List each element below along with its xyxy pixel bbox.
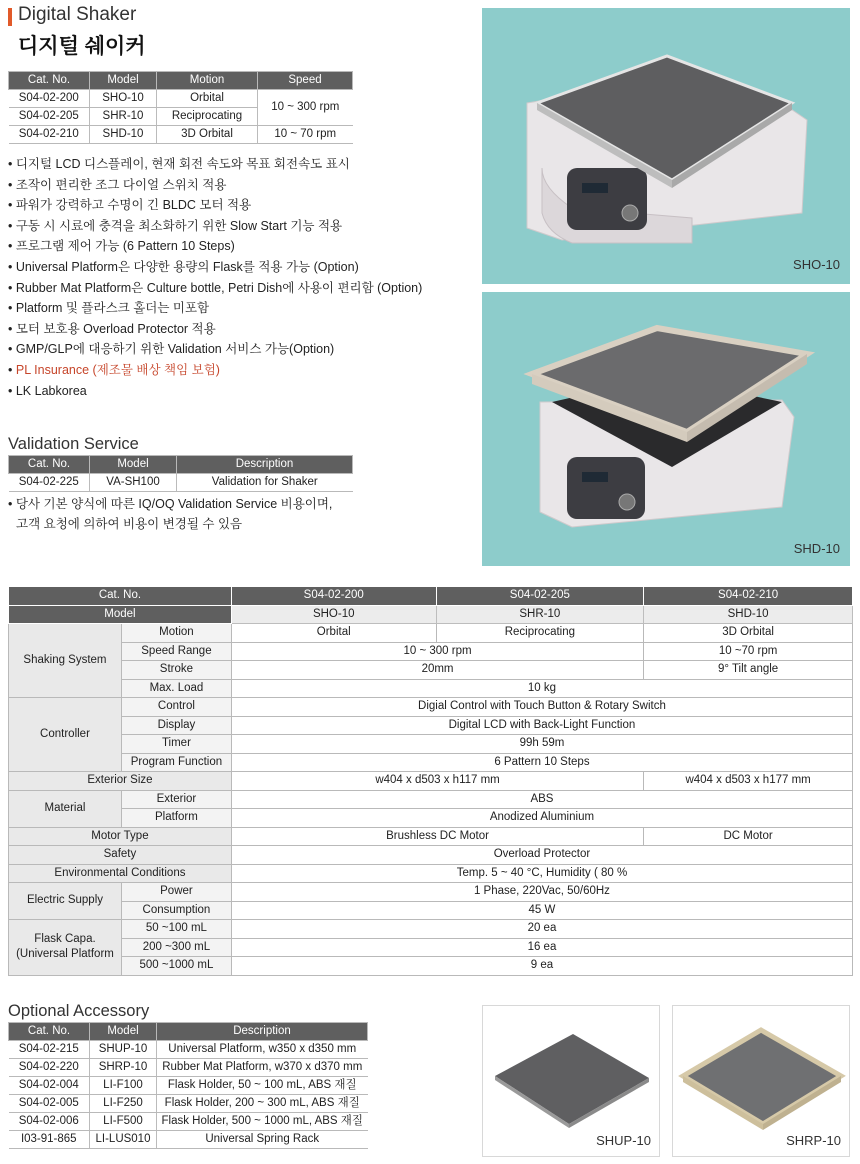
shrp-10-image <box>672 1005 850 1157</box>
spec-label: Consumption <box>121 901 231 920</box>
cell-cat: S04-02-200 <box>9 90 90 108</box>
spec-value: 9° Tilt angle <box>644 661 853 680</box>
shaker-orbital-illustration <box>482 8 850 284</box>
spec-cat-1: S04-02-200 <box>231 587 436 606</box>
feature-item: • GMP/GLP에 대응하기 위한 Validation 서비스 가능(Option) <box>8 342 335 357</box>
spec-value: Orbital <box>231 624 436 643</box>
spec-row <box>9 716 853 735</box>
spec-model-label: Model <box>9 605 232 624</box>
spec-value: Brushless DC Motor <box>231 827 643 846</box>
spec-row <box>9 883 853 902</box>
spec-model-2: SHR-10 <box>436 605 644 624</box>
spec-row <box>9 735 853 754</box>
spec-value: 16 ea <box>231 938 852 957</box>
spec-value: w404 x d503 x h117 mm <box>231 772 643 791</box>
cell-model: SHO-10 <box>90 90 157 108</box>
spec-model-1: SHO-10 <box>231 605 436 624</box>
spec-value: Reciprocating <box>436 624 644 643</box>
cell-model: VA-SH100 <box>90 474 177 492</box>
feature-item: • LK Labkorea <box>8 383 87 398</box>
table-row <box>9 90 353 108</box>
accessory-title: Optional Accessory <box>8 1002 150 1020</box>
table-row <box>9 126 353 144</box>
table-row: S04-02-215 SHUP-10 Universal Platform, w350 x d350 mm <box>9 1041 368 1059</box>
accessory-table <box>8 1022 368 1149</box>
spec-value: Digital LCD with Back-Light Function <box>231 716 852 735</box>
spec-table <box>8 586 853 976</box>
col-model: Model <box>90 72 157 90</box>
spec-row <box>9 938 853 957</box>
feature-item: • Universal Platform은 다양한 용량의 Flask를 적용 가능 (Option) <box>8 259 359 274</box>
spec-label: Environmental Conditions <box>9 864 232 883</box>
shup-10-image <box>482 1005 660 1157</box>
spec-row <box>9 901 853 920</box>
spec-group-shaking: Shaking System <box>9 624 122 698</box>
spec-row <box>9 642 853 661</box>
cell-cat: S04-02-210 <box>9 126 90 144</box>
shd-10-image <box>482 292 850 566</box>
cell-speed: 10 ~ 70 rpm <box>258 126 353 144</box>
cell-motion: Reciprocating <box>157 108 258 126</box>
cell-model: SHD-10 <box>90 126 157 144</box>
spec-row <box>9 624 853 643</box>
cell-model: SHR-10 <box>90 108 157 126</box>
table-row: S04-02-004 LI-F100 Flask Holder, 50 ~ 100 mL, ABS 재질 <box>9 1077 368 1095</box>
spec-value: Digial Control with Touch Button & Rotary Switch <box>231 698 852 717</box>
col-speed: Speed <box>258 72 353 90</box>
title-accent-bar <box>8 8 12 26</box>
spec-value: DC Motor <box>644 827 853 846</box>
cell-motion: 3D Orbital <box>157 126 258 144</box>
spec-row <box>9 920 853 939</box>
page-title-kr: 디지털 쉐이커 <box>18 35 146 58</box>
spec-value: 6 Pattern 10 Steps <box>231 753 852 772</box>
spec-value: 10 ~ 300 rpm <box>231 642 643 661</box>
spec-label: Motion <box>121 624 231 643</box>
feature-item: • 디지털 LCD 디스플레이, 현재 회전 속도와 목표 회전속도 표시 <box>8 157 350 171</box>
col-cat-no: Cat. No. <box>9 72 90 90</box>
shaker-3d-illustration <box>482 292 850 566</box>
spec-row <box>9 864 853 883</box>
spec-row <box>9 957 853 976</box>
cell-cat: S04-02-205 <box>9 108 90 126</box>
spec-label: Power <box>121 883 231 902</box>
col-description: Description <box>157 1023 368 1041</box>
table-row: S04-02-220 SHRP-10 Rubber Mat Platform, w370 x d370 mm <box>9 1059 368 1077</box>
col-motion: Motion <box>157 72 258 90</box>
feature-item: • 구동 시 시료에 충격을 최소화하기 위한 Slow Start 기능 적용 <box>8 218 343 233</box>
page-title-en: Digital Shaker <box>18 4 137 25</box>
validation-note: • 당사 기본 양식에 따른 IQ/OQ Validation Service 비용이며, 고객 요청에 의하여 비용이 변경될 수 있음 <box>8 497 333 531</box>
spec-label: Safety <box>9 846 232 865</box>
image-label-shd: SHD-10 <box>793 541 840 556</box>
spec-label: Stroke <box>121 661 231 680</box>
col-description: Description <box>177 456 353 474</box>
spec-value: Overload Protector <box>231 846 852 865</box>
col-cat-no: Cat. No. <box>9 1023 90 1041</box>
spec-label: Platform <box>121 809 231 828</box>
feature-list <box>8 154 422 401</box>
feature-item: • Rubber Mat Platform은 Culture bottle, Petri Dish에 사용이 편리함 (Option) <box>8 280 423 295</box>
spec-row <box>9 679 853 698</box>
spec-group-controller: Controller <box>9 698 122 772</box>
spec-label: 200 ~300 mL <box>121 938 231 957</box>
spec-cat-label: Cat. No. <box>9 587 232 606</box>
models-table <box>8 71 353 144</box>
spec-row <box>9 772 853 791</box>
col-model: Model <box>90 456 177 474</box>
spec-value: ABS <box>231 790 852 809</box>
spec-value: 10 ~70 rpm <box>644 642 853 661</box>
spec-value: 9 ea <box>231 957 852 976</box>
spec-label: Timer <box>121 735 231 754</box>
feature-item: • 조작이 편리한 조그 다이얼 스위치 적용 <box>8 177 227 192</box>
spec-label: 500 ~1000 mL <box>121 957 231 976</box>
feature-item: • 파워가 강력하고 수명이 긴 BLDC 모터 적용 <box>8 198 252 213</box>
feature-item-highlight: • PL Insurance (제조물 배상 책임 보험) <box>8 362 220 377</box>
table-row: S04-02-005 LI-F250 Flask Holder, 200 ~ 300 mL, ABS 재질 <box>9 1095 368 1113</box>
table-row <box>9 474 353 492</box>
spec-label: Motor Type <box>9 827 232 846</box>
image-label-shup: SHUP-10 <box>596 1133 651 1148</box>
spec-row <box>9 809 853 828</box>
col-cat-no: Cat. No. <box>9 456 90 474</box>
spec-cat-3: S04-02-210 <box>644 587 853 606</box>
spec-label: 50 ~100 mL <box>121 920 231 939</box>
spec-row <box>9 698 853 717</box>
col-model: Model <box>90 1023 157 1041</box>
feature-item: • Platform 및 플라스크 홀더는 미포함 <box>8 301 210 316</box>
image-label-shrp: SHRP-10 <box>786 1133 841 1148</box>
cell-motion: Orbital <box>157 90 258 108</box>
spec-label: Program Function <box>121 753 231 772</box>
cell-cat: S04-02-225 <box>9 474 90 492</box>
spec-row <box>9 661 853 680</box>
validation-table <box>8 455 353 492</box>
validation-title: Validation Service <box>8 435 139 453</box>
spec-value: 10 kg <box>231 679 852 698</box>
spec-value: 45 W <box>231 901 852 920</box>
image-label-sho: SHO-10 <box>793 257 840 272</box>
table-row: S04-02-006 LI-F500 Flask Holder, 500 ~ 1000 mL, ABS 재질 <box>9 1113 368 1131</box>
spec-group-electric: Electric Supply <box>9 883 122 920</box>
spec-label: Display <box>121 716 231 735</box>
cell-desc: Validation for Shaker <box>177 474 353 492</box>
spec-value: 20mm <box>231 661 643 680</box>
spec-value: 1 Phase, 220Vac, 50/60Hz <box>231 883 852 902</box>
spec-value: 99h 59m <box>231 735 852 754</box>
spec-group-flask: Flask Capa. (Universal Platform <box>9 920 122 976</box>
spec-value: 20 ea <box>231 920 852 939</box>
spec-value: Temp. 5 ~ 40 °C, Humidity ( 80 % <box>231 864 852 883</box>
spec-cat-2: S04-02-205 <box>436 587 644 606</box>
cell-speed: 10 ~ 300 rpm <box>258 90 353 126</box>
spec-model-3: SHD-10 <box>644 605 853 624</box>
spec-label: Exterior Size <box>9 772 232 791</box>
feature-item: • 모터 보호용 Overload Protector 적용 <box>8 321 216 336</box>
spec-label: Speed Range <box>121 642 231 661</box>
spec-group-material: Material <box>9 790 122 827</box>
spec-label: Control <box>121 698 231 717</box>
feature-item: • 프로그램 제어 가능 (6 Pattern 10 Steps) <box>8 239 235 254</box>
table-row: I03-91-865 LI-LUS010 Universal Spring Rack <box>9 1131 368 1149</box>
spec-row <box>9 753 853 772</box>
sho-10-image <box>482 8 850 284</box>
spec-value: Anodized Aluminium <box>231 809 852 828</box>
spec-value: w404 x d503 x h177 mm <box>644 772 853 791</box>
spec-label: Exterior <box>121 790 231 809</box>
spec-row <box>9 827 853 846</box>
spec-label: Max. Load <box>121 679 231 698</box>
spec-row <box>9 790 853 809</box>
spec-row <box>9 846 853 865</box>
spec-value: 3D Orbital <box>644 624 853 643</box>
